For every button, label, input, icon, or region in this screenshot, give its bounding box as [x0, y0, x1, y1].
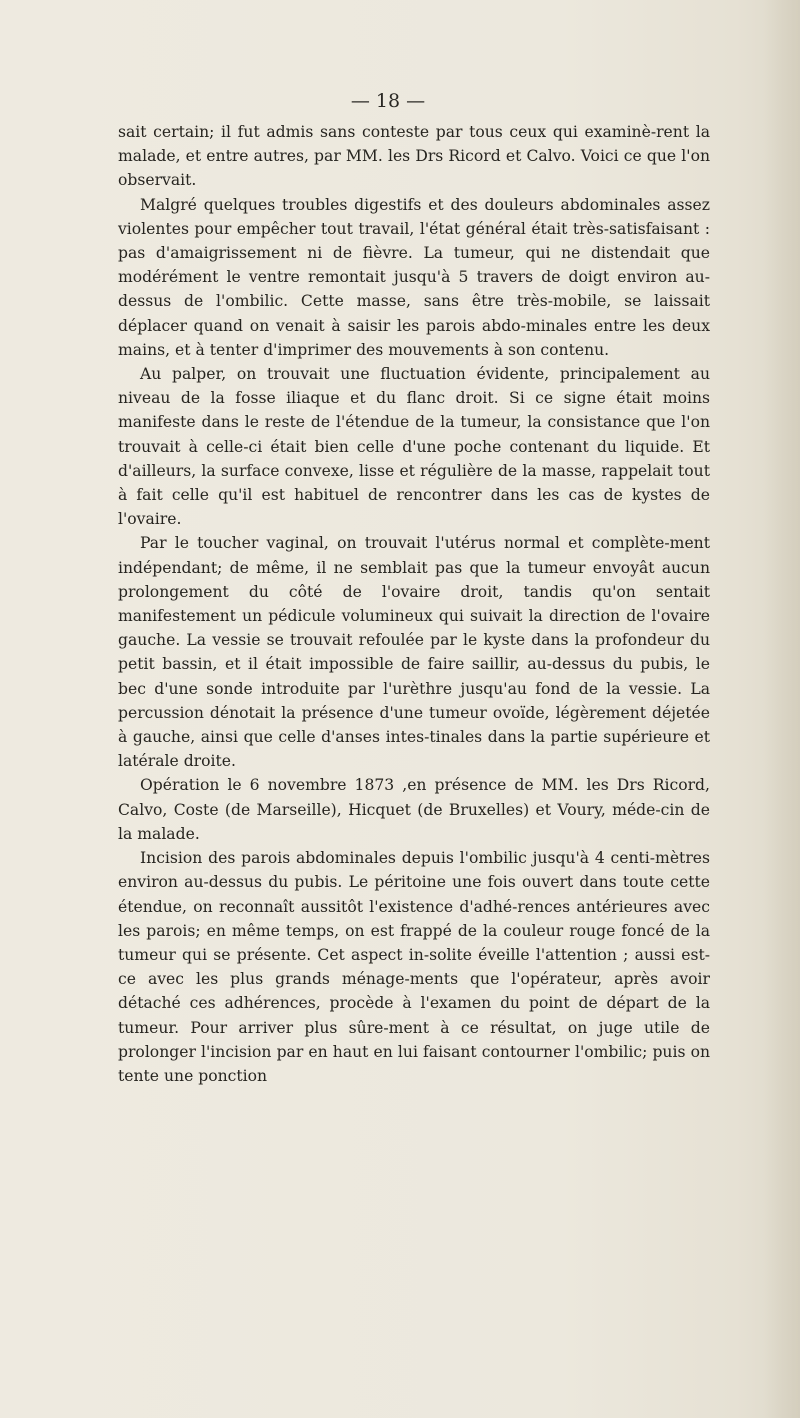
- paragraph-operation: Opération le 6 novembre 1873 ,en présence de MM. les Drs Ricord, Calvo, Coste (de Marseille), Hicquet (de Bruxelles) et Voury, méde-cin de la malade.: [118, 776, 710, 843]
- paragraph-vaginal-exam: Par le toucher vaginal, on trouvait l'utérus normal et complète-ment indépendant; de même, il ne semblait pas que la tumeur envoyât aucun prolongement du côté de l'ovaire droit, tandis qu'on sentait manifestement un pédicule volumineux qui suivait la direction de l'ovaire gauche. La vessie se trouvait refoulée par le kyste dans la profondeur du petit bassin, et il était impossible de faire saillir, au-dessus du pubis, le bec d'une sonde introduite par l'urèthre jusqu'au fond de la vessie. La percussion dénotait la présence d'une tumeur ovoïde, légèrement déjetée à gauche, ainsi que celle d'anses intes-tinales dans la partie supérieure et latérale droite.: [118, 534, 710, 771]
- paragraph-general-state: Malgré quelques troubles digestifs et des douleurs abdominales assez violentes pour empêcher tout travail, l'état général était très-satisfaisant : pas d'amaigrissement ni de fièvre. La tumeur, qui ne distendait que modérément le ventre remontait jusqu'à 5 travers de doigt environ au-dessus de l'ombilic. Cette masse, sans être très-mobile, se laissait déplacer quand on venait à saisir les parois abdo-minales entre les deux mains, et à tenter d'imprimer des mouvements à son contenu.: [118, 195, 710, 359]
- paragraph-palpation: Au palper, on trouvait une fluctuation évidente, principalement au niveau de la fosse iliaque et du flanc droit. Si ce signe était moins manifeste dans le reste de l'étendue de la tumeur, la consistance que l'on trouvait à celle-ci était bien celle d'une poche contenant du liquide. Et d'ailleurs, la surface convexe, lisse et régulière de la masse, rappelait tout à fait celle qu'il est habituel de rencontrer dans les cas de kystes de l'ovaire.: [118, 365, 710, 529]
- page-edge-shadow: [764, 0, 800, 1418]
- paragraph-continuation: sait certain; il fut admis sans conteste par tous ceux qui examinè-rent la malade, et entre autres, par MM. les Drs Ricord et Calvo. Voici ce que l'on observait.: [118, 123, 710, 190]
- body-text: [118, 120, 710, 1088]
- paragraph-incision: Incision des parois abdominales depuis l'ombilic jusqu'à 4 centi-mètres environ au-dessus du pubis. Le péritoine une fois ouvert dans toute cette étendue, on reconnaît aussitôt l'existence d'adhé-rences antérieures avec les parois; en même temps, on est frappé de la couleur rouge foncé de la tumeur qui se présente. Cet aspect in-solite éveille l'attention ; aussi est-ce avec les plus grands ménage-ments que l'opérateur, après avoir détaché ces adhérences, procède à l'examen du point de départ de la tumeur. Pour arriver plus sûre-ment à ce résultat, on juge utile de prolonger l'incision par en haut en lui faisant contourner l'ombilic; puis on tente une ponction: [118, 849, 710, 1085]
- page-number: — 18 —: [350, 90, 426, 112]
